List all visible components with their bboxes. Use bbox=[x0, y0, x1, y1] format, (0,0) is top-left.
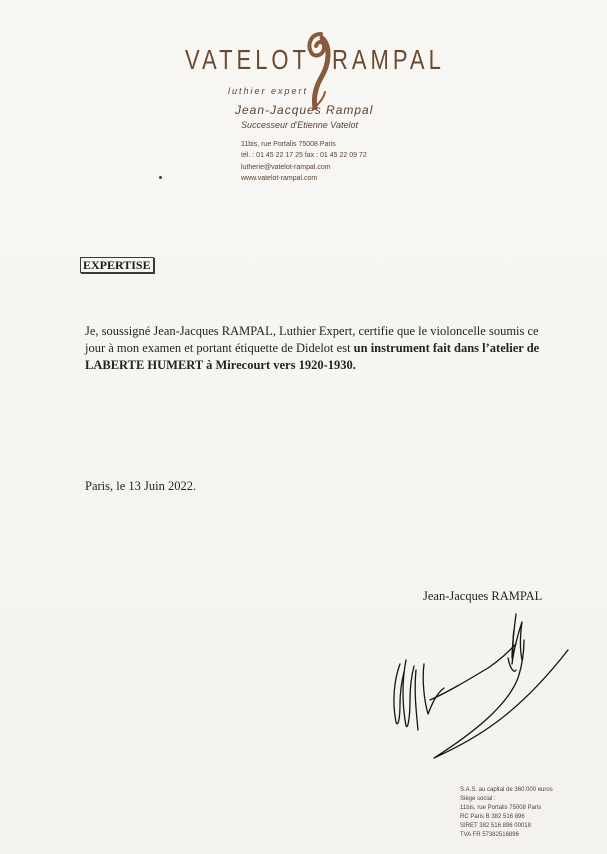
scroll-logo-icon bbox=[301, 28, 335, 110]
document-date: Paris, le 13 Juin 2022. bbox=[85, 479, 197, 493]
body-line-2-text: jour à mon examen et portant étiquette de Didelot est bbox=[85, 341, 354, 355]
brand-name-left: VATELOT bbox=[185, 44, 310, 76]
ink-dot bbox=[159, 176, 162, 179]
letterhead-brand bbox=[185, 42, 445, 78]
body-line-1 bbox=[85, 323, 551, 340]
footer-address: 11bis, rue Portalis 75008 Paris bbox=[460, 805, 542, 811]
signer-name: Jean-Jacques RAMPAL bbox=[423, 589, 543, 603]
letterhead-website: www.vatelot-rampal.com bbox=[241, 175, 318, 182]
letterhead-successor: Successeur d'Etienne Vatelot bbox=[241, 120, 358, 130]
body-line-2 bbox=[85, 340, 551, 357]
footer-tva: TVA FR 57382516896 bbox=[460, 832, 519, 838]
brand-name-right: RAMPAL bbox=[332, 44, 445, 76]
certificate-body bbox=[85, 323, 551, 374]
footer-rc: RC Paris B 382 516 896 bbox=[460, 814, 525, 820]
handwritten-signature bbox=[388, 600, 574, 764]
letterhead-email: lutherie@vatelot-rampal.com bbox=[241, 164, 331, 171]
letterhead-tagline: luthier expert bbox=[228, 86, 309, 96]
letterhead-name: Jean-Jacques Rampal bbox=[235, 103, 374, 117]
footer-siret: SIRET 382 516 896 00018 bbox=[460, 823, 531, 829]
company-footer bbox=[460, 786, 553, 840]
body-line-2-bold: un instrument fait dans l’atelier de bbox=[353, 341, 540, 355]
document-heading: EXPERTISE bbox=[80, 257, 154, 273]
body-line-3 bbox=[85, 357, 551, 374]
body-line-3-bold: LABERTE HUMERT à Mirecourt vers 1920-1930. bbox=[85, 358, 356, 372]
footer-capital: S.A.S. au capital de 360.000 euros bbox=[460, 787, 553, 793]
footer-seat-label: Siège social : bbox=[460, 796, 496, 802]
letterhead-address: 11bis, rue Portalis 75008 Paris bbox=[241, 141, 336, 148]
body-line-1-text: Je, soussigné Jean-Jacques RAMPAL, Luthier Expert, certifie que le violoncelle soumis ce bbox=[85, 324, 539, 338]
letterhead-phone-fax: tél. : 01 45 22 17 25 fax : 01 45 22 09 72 bbox=[241, 152, 367, 159]
